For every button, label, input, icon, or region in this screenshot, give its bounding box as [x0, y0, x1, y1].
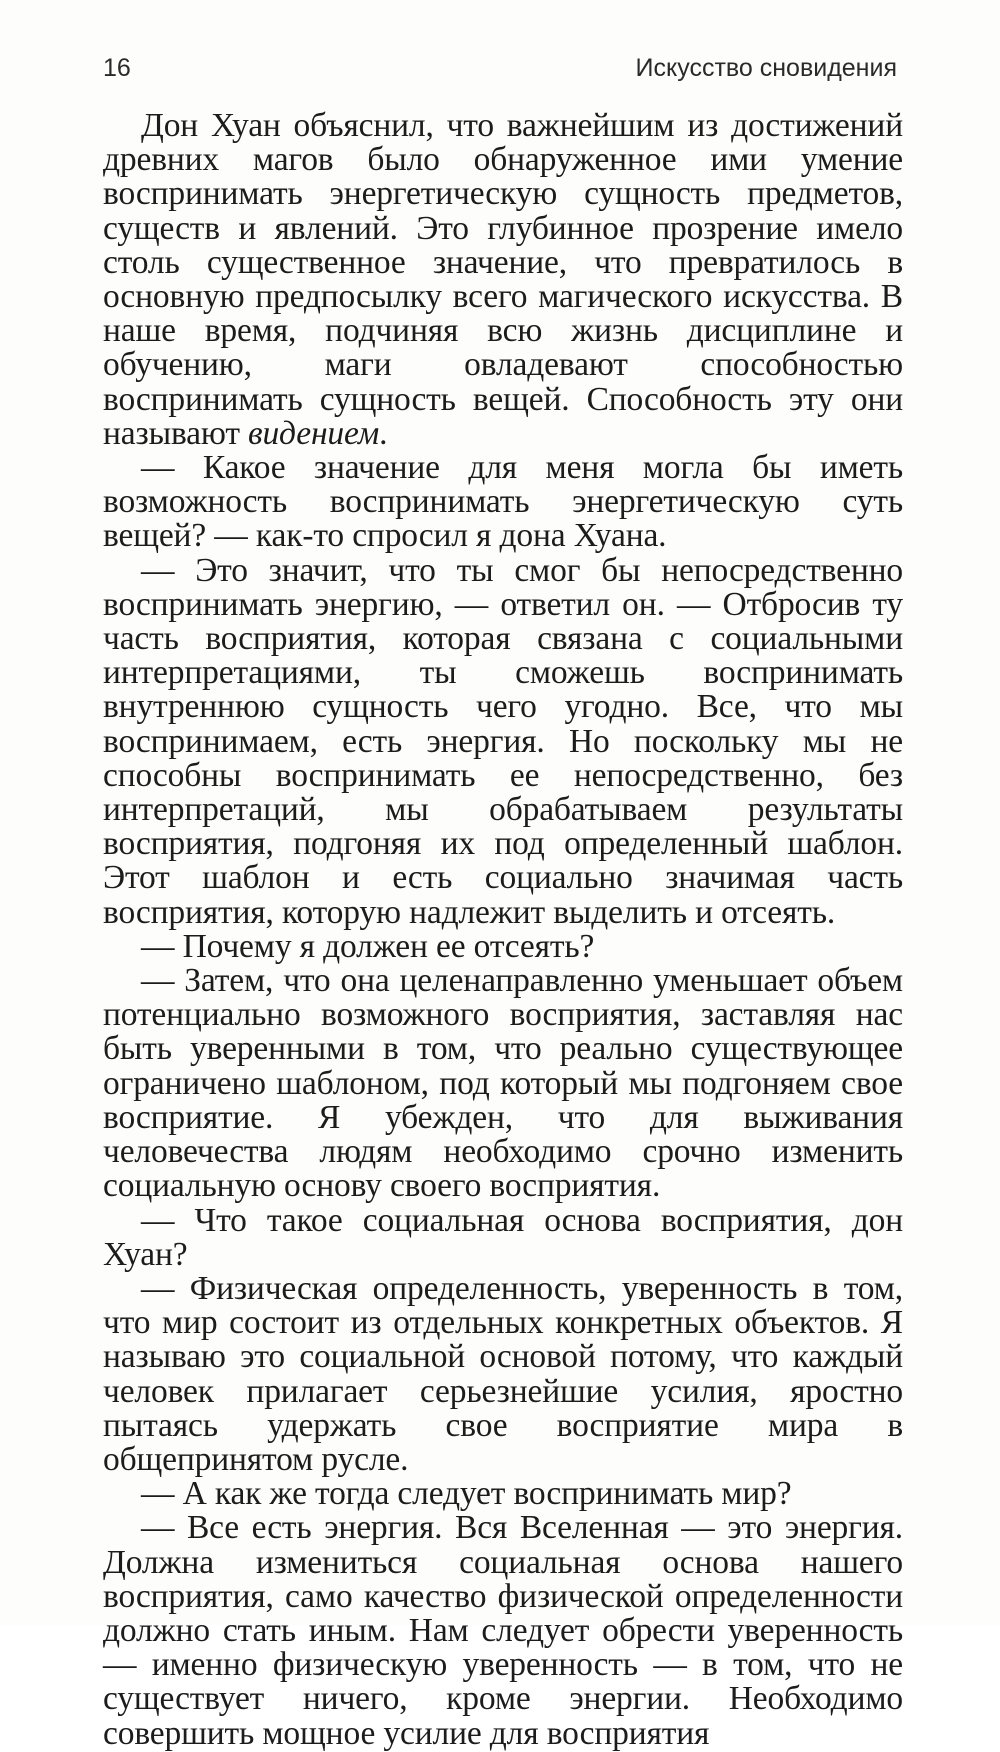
dialogue-question-1: — Какое значение для меня могла бы иметь возможность воспринимать энергетическую суть вещей? — как-то спросил я дона Хуана.	[103, 449, 903, 555]
dialogue-answer-4: — Все есть энергия. Вся Вселенная — это энергия. Должна измениться социальная основа нашего восприятия, само качество физической определенности должно стать иным. Нам следует обрести уверенность — именно физическую уверенность — в том, что не существует ничего, кроме энергии. Необходимо совершить мощное усилие для восприятия	[103, 1509, 903, 1752]
page-header	[103, 54, 897, 94]
dialogue-answer-1: — Это значит, что ты смог бы непосредственно воспринимать энергию, — ответил он. — Отбросив ту часть восприятия, которая связана с социальными интерпретациями, ты сможешь воспринимать внутреннюю сущность чего угодно. Все, что мы воспринимаем, есть энергия. Но поскольку мы не способны воспринимать ее непосредственно, без интерпретаций, мы обрабатываем результаты восприятия, подгоняя их под определенный шаблон. Этот шаблон и есть социально значимая часть восприятия, которую надлежит выделить и отсеять.	[103, 551, 903, 931]
italic-term-videniem: видением	[248, 414, 380, 452]
dialogue-question-2: — Почему я должен ее отсеять?	[141, 927, 595, 965]
dialogue-question-4: — А как же тогда следует воспринимать мир?	[141, 1475, 792, 1513]
dialogue-answer-2: — Затем, что она целенаправленно уменьшает объем потенциально возможного восприятия, заставляя нас быть уверенными в том, что реально существующее ограничено шаблоном, под который мы подгоняем свое восприятие. Я убежден, что для выживания человечества людям необходимо срочно изменить социальную основу своего восприятия.	[103, 962, 903, 1205]
running-title: Искусство сновидения	[635, 54, 897, 82]
dialogue-question-3: — Что такое социальная основа восприятия, дон Хуан?	[103, 1201, 903, 1273]
body-text	[103, 109, 903, 1751]
page-number: 16	[103, 54, 131, 82]
dialogue-answer-3: — Физическая определенность, уверенность в том, что мир состоит из отдельных конкретных объектов. Я называю это социальной основой потому, что каждый человек прилагает серьезнейшие усилия, яростно пытаясь удержать свое восприятие мира в общепринятом русле.	[103, 1269, 903, 1478]
paragraph-1	[103, 109, 903, 451]
paragraph-1-ending: .	[379, 414, 388, 452]
paragraph-1-text: Дон Хуан объяснил, что важнейшим из достижений древних магов было обнаруженное ими умение воспринимать энергетическую сущность предметов, существ и явлений. Это глубинное прозрение имело столь существенное значение, что превратилось в основную предпосылку всего магического искусства. В наше время, подчиняя всю жизнь дисциплине и обучению, маги овладевают способностью воспринимать сущность вещей. Способность эту они называют	[103, 107, 903, 452]
